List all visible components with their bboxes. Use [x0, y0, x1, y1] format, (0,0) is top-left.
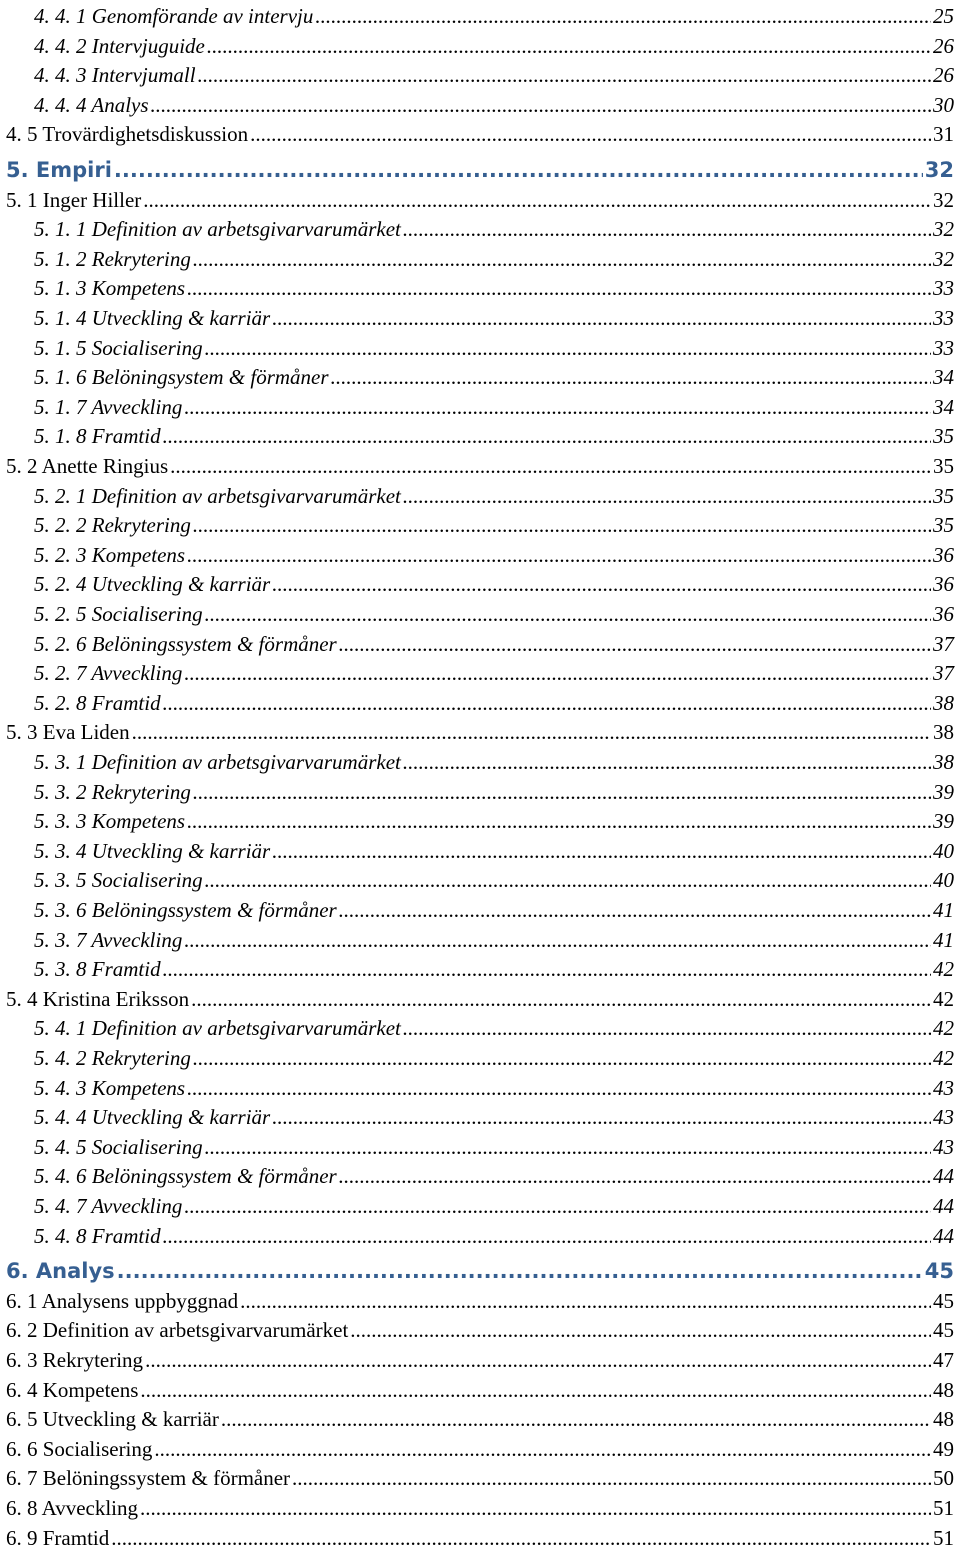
toc-entry[interactable] — [0, 1040, 960, 1070]
toc-page-number: 32 — [933, 217, 954, 242]
toc-entry[interactable] — [0, 774, 960, 804]
toc-entry-label: 6. 9 Framtid — [6, 1525, 110, 1550]
toc-page-number: 50 — [933, 1466, 954, 1491]
toc-entry-label: 5. 2 Anette Ringius — [6, 454, 169, 478]
toc-page-number: 38 — [933, 750, 954, 774]
toc-dot-leader — [403, 750, 931, 774]
toc-entry-label: 5. 1 Inger Hiller — [6, 187, 142, 212]
toc-dot-leader — [163, 1224, 931, 1248]
toc-entry-label: 5. 2. 2 Rekrytering — [34, 513, 191, 538]
toc-dot-leader — [193, 247, 931, 271]
toc-entry-label: 5. 1. 7 Avveckling — [34, 394, 183, 419]
toc-page-number: 33 — [933, 306, 954, 330]
toc-entry-label: 6. 6 Socialisering — [6, 1436, 153, 1461]
toc-entry[interactable] — [0, 1312, 960, 1342]
toc-entry-label: 5. 2. 7 Avveckling — [34, 661, 183, 686]
toc-dot-leader — [272, 306, 931, 330]
toc-entry-label: 5. 3 Eva Liden — [6, 720, 130, 745]
toc-entry-label: 5. 4. 2 Rekrytering — [34, 1046, 191, 1070]
toc-entry[interactable] — [0, 714, 960, 744]
toc-dot-leader — [193, 780, 931, 804]
toc-entry-label: 6. 7 Belöningssystem & förmåner — [6, 1466, 291, 1491]
toc-entry-label: 5. 2. 3 Kompetens — [34, 542, 186, 567]
toc-entry-label: 4. 4. 2 Intervjuguide — [34, 33, 205, 58]
toc-entry[interactable] — [0, 1283, 960, 1313]
toc-dot-leader — [154, 1437, 931, 1461]
toc-page-number: 42 — [933, 986, 954, 1011]
toc-page-number: 51 — [933, 1525, 954, 1550]
toc-dot-leader — [193, 513, 931, 537]
toc-dot-leader — [140, 1378, 931, 1402]
toc-entry-label: 5. 4. 4 Utveckling & karriär — [34, 1105, 271, 1130]
toc-page-number: 51 — [933, 1496, 954, 1520]
toc-entry-label: 5. 1. 4 Utveckling & karriär — [34, 306, 271, 330]
toc-page-number: 44 — [933, 1194, 954, 1218]
toc-entry-label: 5. 4. 7 Avveckling — [34, 1194, 183, 1218]
toc-entry[interactable] — [0, 1520, 960, 1550]
toc-page-number: 36 — [933, 572, 954, 597]
toc-entry-label: 5. 1. 2 Rekrytering — [34, 246, 191, 271]
toc-dot-leader — [339, 632, 931, 656]
toc-entry[interactable] — [0, 1431, 960, 1461]
toc-entry-label: 4. 4. 3 Intervjumall — [34, 63, 196, 88]
toc-page-number: 30 — [933, 92, 954, 117]
toc-entry-label: 4. 4. 4 Analys — [34, 92, 149, 117]
toc-entry[interactable] — [0, 389, 960, 419]
toc-page-number: 35 — [933, 483, 954, 508]
toc-entry-label: 5. 2. 6 Belöningssystem & förmåner — [34, 631, 337, 656]
toc-entry[interactable] — [0, 182, 960, 212]
toc-entry-label: 5. 4. 1 Definition av arbetsgivarvarumärket — [34, 1016, 401, 1041]
toc-entry[interactable] — [0, 1372, 960, 1402]
toc-chapter-entry[interactable] — [0, 1253, 960, 1283]
toc-entry[interactable] — [0, 566, 960, 596]
toc-dot-leader — [187, 809, 931, 833]
toc-dot-leader — [250, 122, 931, 146]
toc-page-number: 32 — [933, 187, 954, 212]
toc-entry-label: 5. 3. 6 Belöningssystem & förmåner — [34, 898, 337, 922]
toc-entry[interactable] — [0, 862, 960, 892]
toc-dot-leader — [198, 63, 931, 87]
toc-entry[interactable] — [0, 241, 960, 271]
toc-dot-leader — [184, 395, 931, 419]
toc-dot-leader — [292, 1466, 931, 1490]
toc-dot-leader — [163, 957, 931, 981]
toc-entry-label: 6. 8 Avveckling — [6, 1496, 139, 1520]
toc-entry-label: 6. 5 Utveckling & karriär — [6, 1407, 219, 1432]
toc-entry-label: 5. Empiri — [6, 158, 112, 182]
toc-page-number: 38 — [933, 690, 954, 715]
toc-page-number: 48 — [933, 1407, 954, 1432]
toc-dot-leader — [184, 1194, 931, 1218]
toc-page-number: 47 — [933, 1348, 954, 1372]
toc-entry[interactable] — [0, 28, 960, 58]
toc-entry-label: 5. 2. 8 Framtid — [34, 690, 161, 715]
toc-entry[interactable] — [0, 892, 960, 922]
toc-dot-leader — [207, 34, 931, 58]
toc-page-number: 40 — [933, 868, 954, 893]
toc-dot-leader — [240, 1289, 931, 1313]
toc-entry-label: 5. 3. 4 Utveckling & karriär — [34, 838, 271, 863]
toc-dot-leader — [187, 543, 931, 567]
toc-dot-leader — [163, 424, 931, 448]
toc-page-number: 34 — [933, 394, 954, 419]
toc-entry-label: 4. 4. 1 Genomförande av intervju — [34, 4, 314, 28]
toc-page-number: 44 — [933, 1223, 954, 1248]
toc-entry-label: 5. 3. 1 Definition av arbetsgivarvarumärket — [34, 750, 401, 774]
toc-dot-leader — [339, 1164, 931, 1188]
toc-entry[interactable] — [0, 1010, 960, 1040]
toc-page-number: 42 — [933, 1046, 954, 1070]
toc-entry-label: 5. 4. 3 Kompetens — [34, 1075, 186, 1100]
toc-page-number: 44 — [933, 1164, 954, 1189]
toc-entry[interactable] — [0, 951, 960, 981]
toc-entry[interactable] — [0, 116, 960, 146]
toc-entry[interactable] — [0, 537, 960, 567]
toc-dot-leader — [114, 158, 923, 182]
toc-dot-leader — [117, 1259, 923, 1283]
toc-entry-label: 5. 3. 2 Rekrytering — [34, 779, 191, 804]
toc-entry[interactable] — [0, 1099, 960, 1129]
toc-entry[interactable] — [0, 685, 960, 715]
toc-entry[interactable] — [0, 478, 960, 508]
toc-entry-label: 5. 1. 1 Definition av arbetsgivarvarumärket — [34, 217, 401, 242]
toc-dot-leader — [272, 572, 931, 596]
toc-dot-leader — [140, 1496, 931, 1520]
toc-page-number: 43 — [933, 1134, 954, 1159]
toc-page-number: 42 — [933, 957, 954, 982]
toc-page-number: 34 — [933, 365, 954, 390]
toc-entry[interactable] — [0, 922, 960, 952]
toc-page-number: 48 — [933, 1377, 954, 1402]
toc-page-number: 43 — [933, 1105, 954, 1130]
toc-page-number: 45 — [933, 1318, 954, 1343]
toc-entry-label: 5. 2. 1 Definition av arbetsgivarvarumärket — [34, 483, 401, 508]
toc-page-number: 32 — [933, 246, 954, 271]
toc-entry[interactable] — [0, 1129, 960, 1159]
toc-entry-label: 5. 1. 5 Socialisering — [34, 335, 203, 360]
toc-dot-leader — [163, 691, 931, 715]
toc-entry[interactable] — [0, 596, 960, 626]
toc-entry[interactable] — [0, 626, 960, 656]
toc-page-number: 37 — [933, 631, 954, 656]
toc-entry[interactable] — [0, 1460, 960, 1490]
toc-dot-leader — [111, 1526, 931, 1550]
toc-dot-leader — [272, 1105, 931, 1129]
toc-entry-label: 6. 1 Analysens uppbyggnad — [6, 1288, 239, 1313]
toc-page-number: 26 — [933, 33, 954, 58]
toc-entry[interactable] — [0, 418, 960, 448]
toc-entry[interactable] — [0, 300, 960, 330]
toc-entry[interactable] — [0, 803, 960, 833]
toc-entry[interactable] — [0, 330, 960, 360]
toc-entry[interactable] — [0, 744, 960, 774]
toc-dot-leader — [331, 365, 931, 389]
toc-page-number: 38 — [933, 720, 954, 745]
toc-dot-leader — [170, 454, 931, 478]
toc-page-number: 36 — [933, 542, 954, 567]
toc-page-number: 41 — [933, 927, 954, 952]
toc-entry[interactable] — [0, 0, 960, 28]
toc-dot-leader — [350, 1318, 931, 1342]
toc-dot-leader — [187, 276, 931, 300]
toc-page-number: 26 — [933, 63, 954, 88]
toc-entry-label: 5. 4. 5 Socialisering — [34, 1134, 203, 1159]
toc-entry[interactable] — [0, 57, 960, 87]
toc-chapter-entry[interactable] — [0, 152, 960, 182]
toc-entry-label: 5. 4. 6 Belöningssystem & förmåner — [34, 1164, 337, 1189]
toc-entry-label: 5. 3. 8 Framtid — [34, 957, 161, 982]
toc-page-number: 45 — [924, 1259, 954, 1284]
toc-entry[interactable] — [0, 87, 960, 117]
toc-entry[interactable] — [0, 270, 960, 300]
toc-page-number: 37 — [933, 661, 954, 686]
toc-entry[interactable] — [0, 507, 960, 537]
toc-page-number: 36 — [933, 602, 954, 626]
toc-page-number: 40 — [933, 838, 954, 863]
toc-dot-leader — [403, 217, 931, 241]
toc-dot-leader — [143, 188, 931, 212]
toc-entry-label: 6. 3 Rekrytering — [6, 1348, 144, 1372]
toc-page-number: 35 — [933, 513, 954, 538]
toc-entry[interactable] — [0, 359, 960, 389]
toc-entry-label: 5. 1. 3 Kompetens — [34, 276, 186, 301]
toc-page-number: 35 — [933, 424, 954, 449]
toc-entry-label: 5. 4. 8 Framtid — [34, 1223, 161, 1248]
toc-dot-leader — [187, 1076, 931, 1100]
toc-page-number: 25 — [933, 4, 954, 28]
toc-dot-leader — [315, 4, 931, 28]
toc-dot-leader — [205, 602, 931, 626]
toc-entry[interactable] — [0, 1070, 960, 1100]
toc-page-number: 41 — [933, 898, 954, 922]
toc-dot-leader — [205, 336, 931, 360]
toc-entry-label: 4. 5 Trovärdighetsdiskussion — [6, 122, 249, 147]
toc-entry-label: 6. 4 Kompetens — [6, 1377, 139, 1402]
toc-entry[interactable] — [0, 448, 960, 478]
toc-dot-leader — [191, 987, 931, 1011]
toc-entry-label: 5. 3. 3 Kompetens — [34, 809, 186, 834]
toc-dot-leader — [221, 1407, 931, 1431]
toc-entry[interactable] — [0, 1158, 960, 1188]
toc-entry-label: 5. 4 Kristina Eriksson — [6, 986, 190, 1011]
toc-dot-leader — [151, 93, 931, 117]
toc-entry[interactable] — [0, 1342, 960, 1372]
toc-entry-label: 5. 1. 6 Belöningsystem & förmåner — [34, 365, 329, 390]
toc-dot-leader — [205, 1135, 931, 1159]
toc-dot-leader — [403, 1016, 931, 1040]
toc-page-number: 39 — [933, 779, 954, 804]
toc-dot-leader — [145, 1348, 931, 1372]
toc-entry-label: 5. 3. 5 Socialisering — [34, 868, 203, 893]
toc-entry-label: 6. 2 Definition av arbetsgivarvarumärket — [6, 1318, 349, 1343]
toc-entry[interactable] — [0, 1490, 960, 1520]
toc-entry[interactable] — [0, 981, 960, 1011]
toc-page-number: 45 — [933, 1288, 954, 1313]
toc-page-number: 32 — [924, 158, 954, 182]
toc-dot-leader — [205, 868, 931, 892]
toc-page-number: 33 — [933, 335, 954, 360]
toc-dot-leader — [193, 1046, 931, 1070]
toc-page-number: 42 — [933, 1016, 954, 1041]
toc-entry-label: 5. 2. 5 Socialisering — [34, 602, 203, 626]
toc-entry[interactable] — [0, 1401, 960, 1431]
toc-entry[interactable] — [0, 655, 960, 685]
toc-entry-label: 6. Analys — [6, 1259, 115, 1284]
toc-page-number: 39 — [933, 809, 954, 834]
toc-page-number: 35 — [933, 454, 954, 478]
toc-dot-leader — [184, 928, 931, 952]
toc-dot-leader — [132, 720, 931, 744]
toc-dot-leader — [339, 898, 931, 922]
toc-page-number: 33 — [933, 276, 954, 301]
toc-dot-leader — [184, 661, 931, 685]
toc-page-number: 49 — [933, 1436, 954, 1461]
toc-entry[interactable] — [0, 1188, 960, 1218]
toc-page-number: 31 — [933, 122, 954, 147]
toc-entry-label: 5. 3. 7 Avveckling — [34, 927, 183, 952]
toc-entry[interactable] — [0, 211, 960, 241]
toc-page-number: 43 — [933, 1075, 954, 1100]
toc-entry[interactable] — [0, 833, 960, 863]
toc-dot-leader — [403, 484, 931, 508]
toc-dot-leader — [272, 839, 931, 863]
toc-entry-label: 5. 2. 4 Utveckling & karriär — [34, 572, 271, 597]
toc-entry[interactable] — [0, 1218, 960, 1248]
toc-entry-label: 5. 1. 8 Framtid — [34, 424, 161, 449]
